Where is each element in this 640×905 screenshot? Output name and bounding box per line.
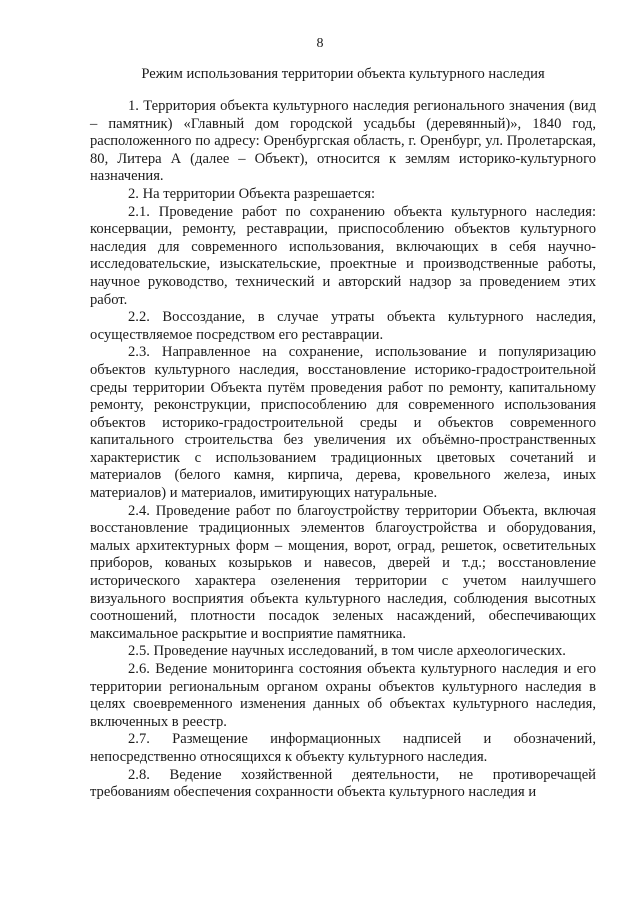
paragraph-2-8: 2.8. Ведение хозяйственной деятельности, не противоречащей требованиям обеспечения сохранности объекта культурного наследия и xyxy=(90,766,596,801)
paragraph-2-7: 2.7. Размещение информационных надписей и обозначений, непосредственно относящихся к объекту культурного наследия. xyxy=(90,731,596,765)
paragraph-2-6: 2.6. Ведение мониторинга состояния объекта культурного наследия и его территории региональным органом охраны объектов культурного наследия в целях своевременного изменения данных об объектах культурного наследия, включенных в реестр. xyxy=(90,661,596,730)
paragraph-2: 2. На территории Объекта разрешается: xyxy=(128,185,376,202)
paragraph-2-3: 2.3. Направленное на сохранение, использование и популяризацию объектов культурного наследия, восстановление историко-градостроительной среды территории Объекта путём проведения работ по ремонту, капитальному ремонту, реконструкции, приспособлению для современного использования объектов историко-градостроительной среды и объектов современного капитального строительства без увеличения их объёмно-пространственных характеристик с использованием традиционных цветовых сочетаний и материалов (белого камня, кирпича, дерева, кровельного железа, иных материалов) и материалов, имитирующих натуральные. xyxy=(90,344,596,502)
page-number: 8 xyxy=(316,36,324,51)
section-title: Режим использования территории объекта культурного наследия xyxy=(141,66,545,82)
body-text xyxy=(90,98,596,802)
paragraph-1: 1. Территория объекта культурного наследия регионального значения (вид – памятник) «Главный дом городской усадьбы (деревянный)», 1840 год, расположенного по адресу: Оренбургская область, г. Оренбург, ул. Пролетарская, 80, Литера А (далее – Объект), относится к землям историко-культурного назначения. xyxy=(90,98,596,185)
paragraph-2-1: 2.1. Проведение работ по сохранению объекта культурного наследия: консервации, ремонту, реставрации, приспособлению объектов культурного наследия для современного использования, включающих в себя научно-исследовательские, изыскательские, проектные и производственные работы, научное руководство, технический и авторский надзор за проведением этих работ. xyxy=(90,203,596,308)
paragraph-2-5: 2.5. Проведение научных исследований, в том числе археологических. xyxy=(128,643,566,660)
paragraph-2-2: 2.2. Воссоздание, в случае утраты объекта культурного наследия, осуществляемое посредством его реставрации. xyxy=(90,309,596,343)
paragraph-2-4: 2.4. Проведение работ по благоустройству территории Объекта, включая восстановление традиционных элементов благоустройства и оборудования, малых архитектурных форм – мощения, ворот, оград, решеток, осветительных приборов, кованых козырьков и навесов, дверей и т.д.; восстановление исторического характера озеленения территории с учетом наилучшего визуального восприятия объекта культурного наследия, соблюдения высотных соотношений, плотности посадок зеленых насаждений, обеспечивающих максимальное раскрытие и восприятие памятника. xyxy=(90,502,596,642)
